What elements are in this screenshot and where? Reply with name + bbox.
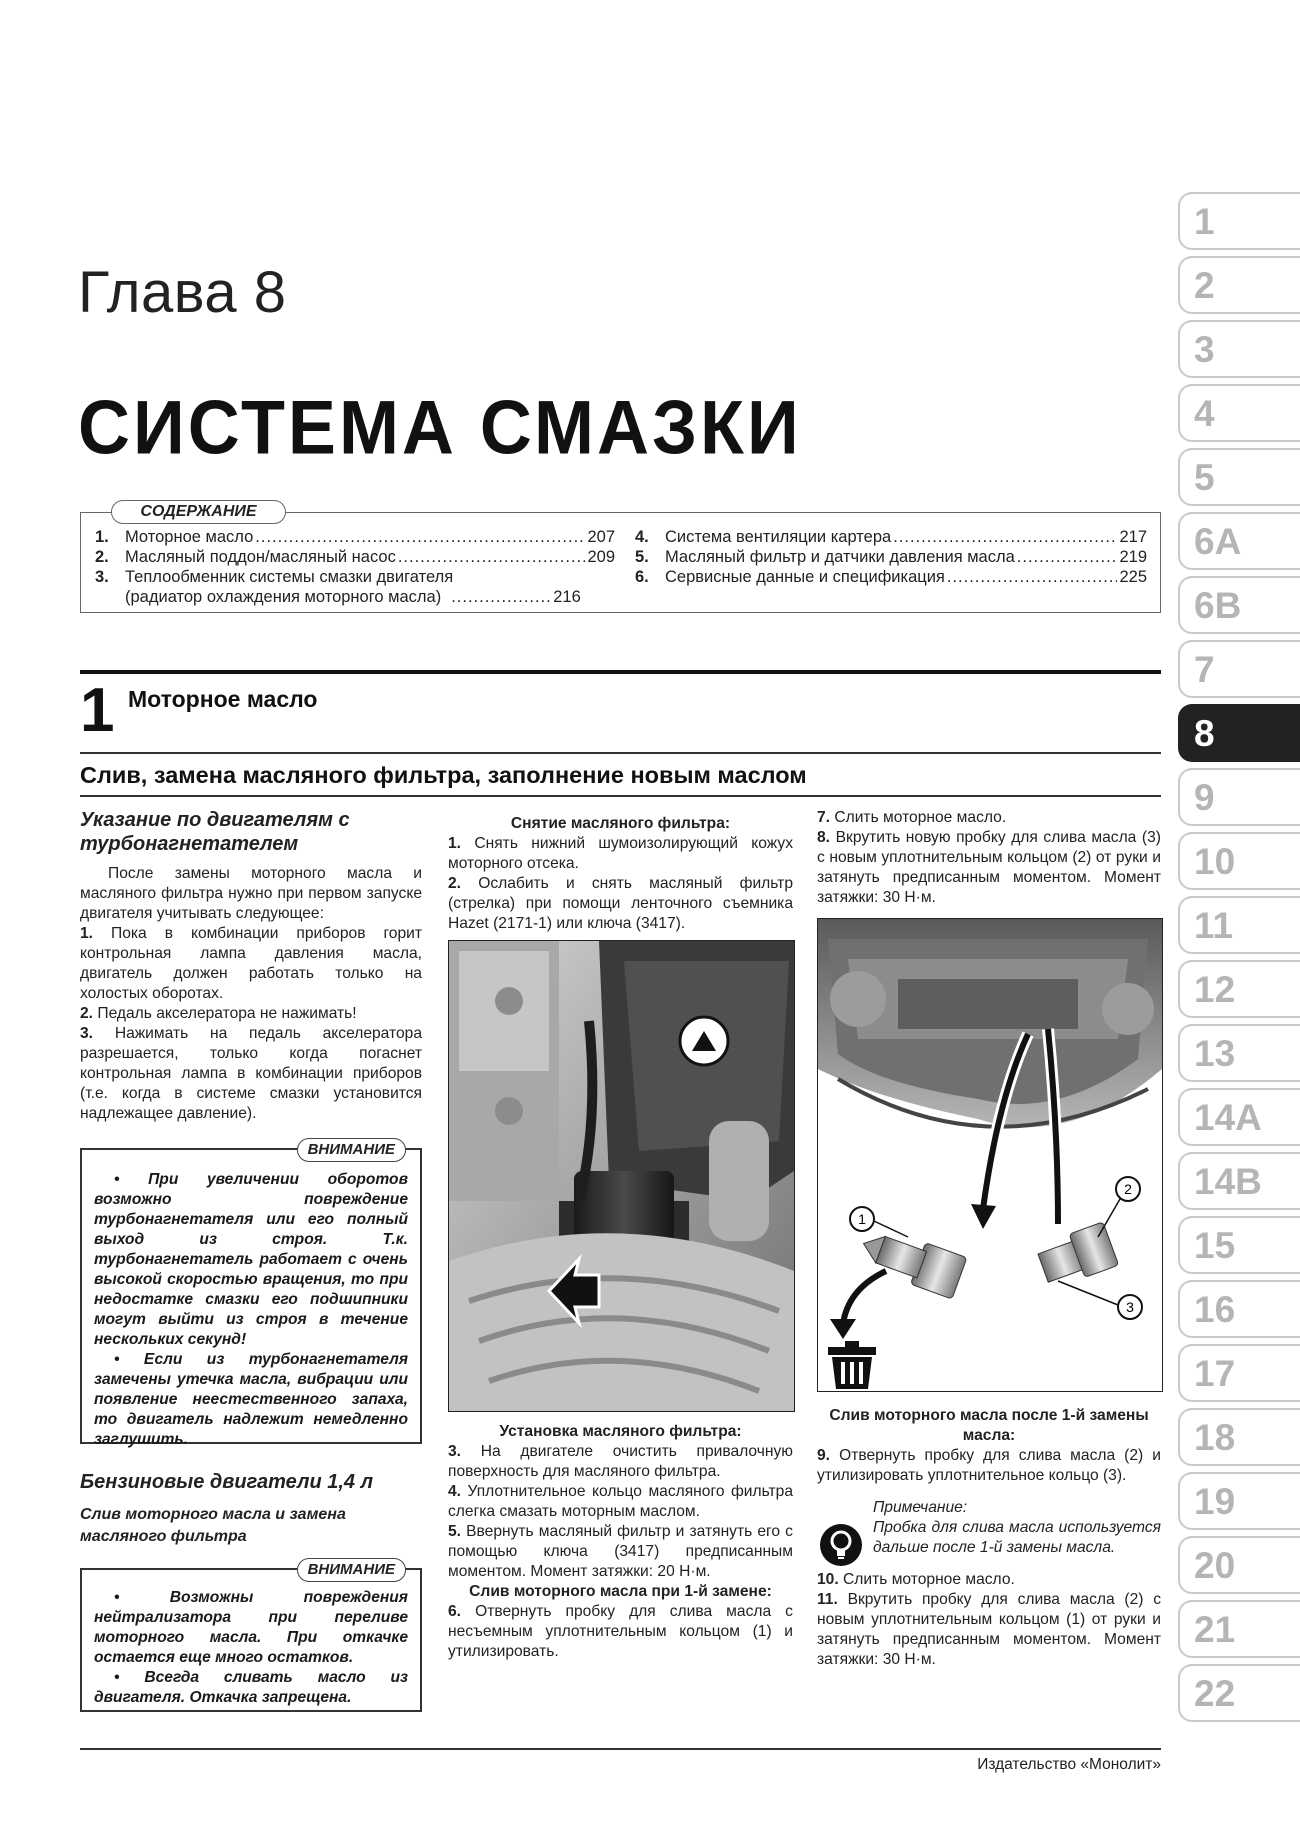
toc-entry-title: (радиатор охлаждения моторного масла): [125, 588, 442, 606]
lightbulb-icon: [820, 1524, 862, 1566]
chapter-tab-14a[interactable]: 14A: [1178, 1088, 1300, 1146]
first-drain-heading: Слив моторного масла при 1-й замене:: [469, 1583, 772, 1600]
warning-text: [82, 1150, 420, 1450]
toc-entry-page: 209: [587, 548, 615, 566]
table-of-contents: [80, 503, 1161, 613]
toc-entry-title: Система вентиляции картера: [665, 528, 892, 546]
toc-entry-number: 2.: [95, 548, 109, 566]
toc-entry-title: Масляный поддон/масляный насос: [125, 548, 396, 566]
chapter-tab-6a[interactable]: 6A: [1178, 512, 1300, 570]
oil-filter-photo: [448, 940, 795, 1412]
chapter-tab-14b[interactable]: 14B: [1178, 1152, 1300, 1210]
list-item: 2. Ослабить и снять масляный фильтр (стрелка) при помощи ленточного съемника Hazet (2171-1) или ключа (3417).: [448, 875, 793, 932]
toc-leader: [255, 527, 585, 547]
drain-plug-illustration: [818, 919, 1162, 1391]
warning-paragraph: • Всегда сливать масло из двигателя. Откачка запрещена.: [94, 1669, 408, 1706]
toc-leader: [1017, 547, 1118, 567]
chapter-tab-21[interactable]: 21: [1178, 1600, 1300, 1658]
list-item: 11. Вкрутить пробку для слива масла (2) с новым уплотнительным кольцом (1) от руки и затянуть предписанным моментом. Момент затяжки: 30 Н·м.: [817, 1591, 1161, 1668]
toc-entry-continuation[interactable]: [95, 587, 615, 607]
toc-entry-page: 225: [1119, 568, 1147, 586]
toc-entry-number: 5.: [635, 548, 649, 566]
toc-entry-number: 1.: [95, 528, 109, 546]
intro-paragraph: После замены моторного масла и масляного фильтра нужно при первом запуске двигателя учитывать следующее:: [80, 865, 422, 922]
subsection-divider: [80, 795, 1161, 797]
chapter-tab-16[interactable]: 16: [1178, 1280, 1300, 1338]
list-item: 9. Отвернуть пробку для слива масла (2) и утилизировать уплотнительное кольцо (3).: [817, 1447, 1161, 1484]
toc-entry-number: 4.: [635, 528, 649, 546]
chapter-tab-18[interactable]: 18: [1178, 1408, 1300, 1466]
drain-plug-diagram: [817, 918, 1163, 1392]
section-divider-thin: [80, 752, 1161, 754]
toc-entry-page: 207: [587, 528, 615, 546]
chapter-tab-6b[interactable]: 6B: [1178, 576, 1300, 634]
toc-entry[interactable]: [95, 567, 615, 587]
chapter-tab-15[interactable]: 15: [1178, 1216, 1300, 1274]
chapter-tab-10[interactable]: 10: [1178, 832, 1300, 890]
chapter-tab-4[interactable]: 4: [1178, 384, 1300, 442]
column-2-bottom: [448, 1422, 793, 1662]
chapter-tab-5[interactable]: 5: [1178, 448, 1300, 506]
toc-heading: СОДЕРЖАНИЕ: [111, 500, 286, 524]
install-heading: Установка масляного фильтра:: [499, 1423, 742, 1440]
chapter-tab-12[interactable]: 12: [1178, 960, 1300, 1018]
toc-leader: [451, 587, 551, 607]
chapter-tab-13[interactable]: 13: [1178, 1024, 1300, 1082]
list-item: 1. Снять нижний шумоизолирующий кожух моторного отсека.: [448, 835, 793, 872]
warning-paragraph: • При увеличении оборотов возможно повреждение турбонагнетателя или его полный выход из строя. Т.к. турбонагнетатель работает с очень высокой скоростью вращения, то при недостатке смазки его подшипники могут выйти из строя в течение нескольких секунд!: [94, 1171, 408, 1348]
toc-entry[interactable]: [95, 527, 615, 547]
toc-entry-page: 217: [1119, 528, 1147, 546]
toc-entry[interactable]: [635, 567, 1147, 587]
column-3-bottom: [817, 1406, 1161, 1670]
section-number: 1: [80, 676, 115, 745]
publisher-footer: Издательство «Монолит»: [977, 1756, 1161, 1773]
chapter-tab-22[interactable]: 22: [1178, 1664, 1300, 1722]
turbo-note-heading: Указание по двигателям с турбонагнетателем: [80, 809, 350, 855]
after-first-change-heading: Слив моторного масла после 1-й замены масла:: [829, 1407, 1149, 1444]
list-item: 2. Педаль акселератора не нажимать!: [80, 1005, 357, 1022]
toc-leader: [398, 547, 586, 567]
toc-left-column: [95, 527, 615, 607]
petrol-engines-heading: Бензиновые двигатели 1,4 л: [80, 1471, 374, 1493]
warning-tag: ВНИМАНИЕ: [297, 1138, 406, 1162]
chapter-tab-8[interactable]: 8: [1178, 704, 1300, 762]
chapter-tab-3[interactable]: 3: [1178, 320, 1300, 378]
warning-box-turbo: [80, 1141, 422, 1448]
chapter-tab-20[interactable]: 20: [1178, 1536, 1300, 1594]
note-block: [817, 1498, 1161, 1558]
toc-entry[interactable]: [635, 527, 1147, 547]
subsection-title: Слив, замена масляного фильтра, заполнение новым маслом: [80, 762, 807, 788]
list-item: 5. Ввернуть масляный фильтр и затянуть его с помощью ключа (3417) предписанным моментом. Момент затяжки: 20 Н·м.: [448, 1523, 793, 1580]
section-divider: [80, 670, 1161, 674]
toc-entry[interactable]: [635, 547, 1147, 567]
note-label: Примечание:: [873, 1499, 968, 1516]
column-1: [80, 808, 422, 1124]
toc-entry-title: Теплообменник системы смазки двигателя: [125, 568, 454, 586]
footer-divider: [80, 1748, 1161, 1750]
list-item: 1. Пока в комбинации приборов горит контрольная лампа давления масла, двигатель должен работать только на холостых оборотах.: [80, 925, 422, 1002]
toc-leader: [947, 567, 1118, 587]
oil-filter-illustration: [449, 941, 794, 1411]
chapter-tab-17[interactable]: 17: [1178, 1344, 1300, 1402]
toc-entry-page: 216: [553, 588, 581, 606]
warning-box-catalyst: [80, 1561, 422, 1712]
chapter-label: Глава 8: [78, 260, 287, 325]
warning-text: [82, 1570, 420, 1708]
chapter-tab-19[interactable]: 19: [1178, 1472, 1300, 1530]
removal-heading: Снятие масляного фильтра:: [510, 815, 731, 832]
toc-entry-title: Сервисные данные и спецификация: [665, 568, 945, 586]
toc-entry-title: Масляный фильтр и датчики давления масла: [665, 548, 1015, 566]
toc-entry[interactable]: [95, 547, 615, 567]
callout-2-label: 2: [1124, 1181, 1132, 1197]
chapter-tab-7[interactable]: 7: [1178, 640, 1300, 698]
trash-bin-icon: [828, 1341, 876, 1389]
callout-1-label: 1: [858, 1211, 866, 1227]
column-2-top: [448, 814, 793, 934]
column-3-top: [817, 808, 1161, 908]
toc-leader: [893, 527, 1117, 547]
column-1-lower: [80, 1470, 422, 1548]
list-item: 3. На двигателе очистить привалочную поверхность для масляного фильтра.: [448, 1443, 793, 1480]
toc-entry-title: Моторное масло: [125, 528, 254, 546]
toc-entry-number: 6.: [635, 568, 649, 586]
drain-heading: Слив моторного масла и замена масляного фильтра: [80, 1506, 346, 1545]
callout-3-label: 3: [1126, 1299, 1134, 1315]
toc-entry-page: 219: [1119, 548, 1147, 566]
chapter-tab-9[interactable]: 9: [1178, 768, 1300, 826]
chapter-tab-1[interactable]: 1: [1178, 192, 1300, 250]
note-text: Пробка для слива масла используется дальше после 1-й замены масла.: [873, 1519, 1161, 1556]
toc-right-column: [635, 527, 1147, 587]
toc-entry-number: 3.: [95, 568, 109, 586]
list-item: 6. Отвернуть пробку для слива масла с несъемным уплотнительным кольцом (1) и утилизировать.: [448, 1603, 793, 1660]
list-item: 3. Нажимать на педаль акселератора разрешается, только когда погаснет контрольная лампа в комбинации приборов (т.е. когда в системе смазки установится надлежащее давление).: [80, 1025, 422, 1122]
warning-paragraph: • Если из турбонагнетателя замечены утечка масла, вибрации или появление неестественного запаха, то двигатель надлежит немедленно заглушить.: [94, 1351, 408, 1448]
list-item: 8. Вкрутить новую пробку для слива масла (3) с новым уплотнительным кольцом (2) от руки и затянуть предписанным моментом. Момент затяжки: 30 Н·м.: [817, 829, 1161, 906]
list-item: 10. Слить моторное масло.: [817, 1571, 1015, 1588]
chapter-tab-11[interactable]: 11: [1178, 896, 1300, 954]
list-item: 4. Уплотнительное кольцо масляного фильтра слегка смазать моторным маслом.: [448, 1483, 793, 1520]
section-title: Моторное масло: [128, 686, 318, 712]
warning-paragraph: • Возможны повреждения нейтрализатора при переливе моторного масла. При откачке остается еще много остатков.: [94, 1589, 408, 1666]
chapter-tab-2[interactable]: 2: [1178, 256, 1300, 314]
warning-tag: ВНИМАНИЕ: [297, 1558, 406, 1582]
chapter-title: СИСТЕМА СМАЗКИ: [78, 385, 802, 471]
list-item: 7. Слить моторное масло.: [817, 809, 1007, 826]
